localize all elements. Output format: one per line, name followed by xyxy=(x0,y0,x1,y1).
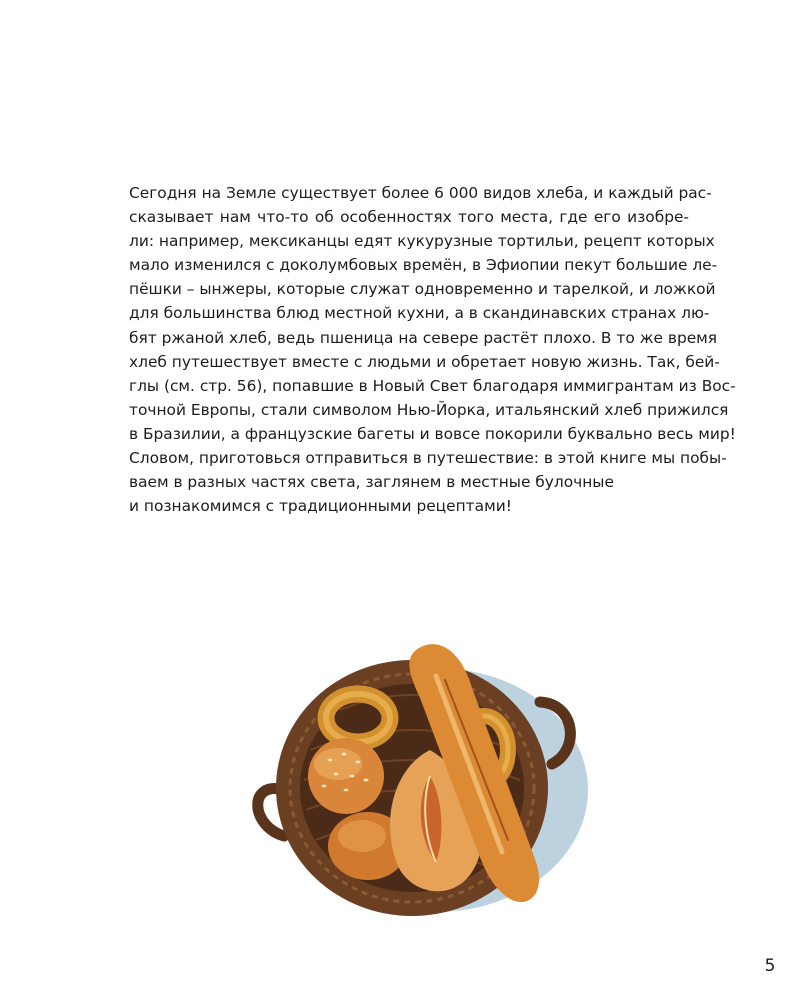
text-line: точной Европы, стали символом Нью-Йорка, итальянский хлеб прижился xyxy=(129,400,729,419)
text-line: пёшки – ынжеры, которые служат одновременно и тарелкой, и ложкой xyxy=(129,280,716,299)
text-line: Сегодня на Земле существует более 6 000 видов хлеба, и каждый рас- xyxy=(129,184,712,202)
text-line: хлеб путешествует вместе с людьми и обретает новую жизнь. Так, бей- xyxy=(129,352,720,371)
page-number: 5 xyxy=(764,956,776,976)
text-line: для большинства блюд местной кухни, а в скандинавских странах лю- xyxy=(129,304,710,323)
text-line: в Бразилии, а французские багеты и вовсе покорили буквально весь мир! xyxy=(129,424,736,443)
text-line: Словом, приготовься отправиться в путешествие: в этой книге мы побы- xyxy=(129,449,727,468)
text-line: мало изменился с доколумбовых времён, в Эфиопии пекут большие ле- xyxy=(129,256,718,275)
text-line: сказывает нам что-то об особенностях того места, где его изобре- xyxy=(129,208,689,227)
text-line: и познакомимся с традиционными рецептами! xyxy=(129,497,512,516)
text-line: ваем в разных частях света, заглянем в местные булочные xyxy=(129,473,614,492)
text-line: глы (см. стр. 56), попавшие в Новый Свет благодаря иммигрантам из Вос- xyxy=(129,376,736,395)
text-line: ли: например, мексиканцы едят кукурузные тортильи, рецепт которых xyxy=(129,232,715,251)
bread-basket-icon xyxy=(240,600,590,930)
text-line: бят ржаной хлеб, ведь пшеница на севере растёт плохо. В то же время xyxy=(129,328,718,347)
body-paragraph xyxy=(129,181,736,518)
